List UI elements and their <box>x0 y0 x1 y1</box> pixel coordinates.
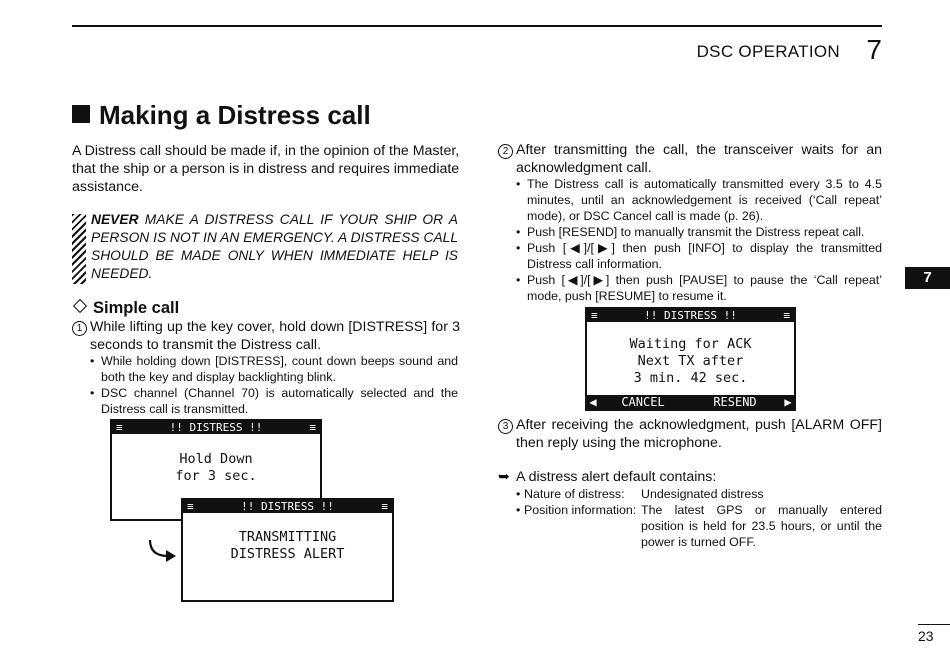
list-item: • The Distress call is automatically transmitted every 3.5 to 4.5 minutes, until an acknowledgement is received (‘Call repeat’ mode), or DSC Cancel call is made (p. 26). <box>516 177 882 223</box>
note-label: Nature of distress: <box>524 487 625 501</box>
intro-paragraph: A Distress call should be made if, in the opinion of the Master, that the ship or a person is in distress and requires immediate assistance. <box>72 143 460 195</box>
note-value: The latest GPS or manually entered position is held for 23.5 hours, or until the power is turned OFF. <box>641 503 882 549</box>
lcd-line: Hold Down <box>179 451 253 467</box>
step-1-bullets <box>90 353 458 417</box>
header-rule <box>72 25 882 27</box>
footer-rule <box>918 624 950 625</box>
step-3-text: After receiving the acknowledgment, push [ALARM OFF] then reply using the microphone. <box>516 417 882 451</box>
note-lead <box>498 468 882 486</box>
left-arrow-icon: ◀ <box>589 395 597 409</box>
lcd-header-bar: ≡ !! DISTRESS !! ≡ <box>587 309 794 322</box>
simple-call-heading <box>72 299 179 318</box>
list-item: • DSC channel (Channel 70) is automatically selected and the Distress call is transmitted. <box>90 386 458 416</box>
step-1 <box>72 318 460 354</box>
lcd-line: TRANSMITTING <box>238 529 337 545</box>
step-2-text: After transmitting the call, the transceiver waits for an acknowledgment call. <box>516 142 882 176</box>
lcd-transmitting <box>181 498 394 602</box>
lcd-softkey-bar <box>587 395 794 409</box>
list-item: • Push [RESEND] to manually transmit the Distress repeat call. <box>516 225 865 239</box>
lcd-line: 3 min. 42 sec. <box>633 370 748 386</box>
lcd-line: Waiting for ACK <box>629 336 752 352</box>
step-2-number: 2 <box>498 141 513 159</box>
lcd-line: for 3 sec. <box>175 468 257 484</box>
warning-box <box>72 211 458 283</box>
step-1-number: 1 <box>72 318 87 336</box>
cancel-softkey: CANCEL <box>621 395 665 409</box>
page-number: 23 <box>918 628 934 644</box>
note-label: Position information: <box>524 503 637 517</box>
note-value: Undesignated distress <box>641 487 764 501</box>
diamond-icon <box>73 299 87 313</box>
pointing-arrow-icon: ➥ <box>498 469 510 485</box>
chapter-side-tab: 7 <box>905 267 950 289</box>
warning-lead: NEVER <box>91 212 139 227</box>
warning-text <box>91 211 458 283</box>
step-2-bullets <box>516 176 882 304</box>
resend-softkey: RESEND <box>713 395 757 409</box>
section-title: DSC OPERATION <box>696 42 840 61</box>
step-3-number: 3 <box>498 416 513 434</box>
list-item: • Position information: The latest GPS or manually entered position is held for 23.5 hours, or until the power is turned OFF. <box>516 503 882 549</box>
lcd-waiting-ack <box>585 307 796 411</box>
warning-body: MAKE A DISTRESS CALL IF YOUR SHIP OR A PERSON IS NOT IN AN EMERGENCY. A DISTRESS CALL SHOULD BE MADE ONLY WHEN IMMEDIATE HELP IS NEEDED. <box>91 212 458 281</box>
list-item: • Nature of distress: Undesignated distress <box>516 487 764 501</box>
warning-hatch-icon <box>72 214 86 284</box>
note-lead-text: A distress alert default contains: <box>516 469 717 485</box>
page-title <box>72 100 371 131</box>
title-text: Making a Distress call <box>99 100 371 130</box>
list-item: • Push [◀]/[▶] then push [INFO] to display the transmitted Distress call information. <box>516 241 882 271</box>
right-arrow-icon: ▶ <box>784 395 792 409</box>
step-2 <box>498 141 882 177</box>
lcd-header-bar: ≡ !! DISTRESS !! ≡ <box>183 500 392 513</box>
step-3 <box>498 416 882 452</box>
lcd-line: Next TX after <box>637 353 744 369</box>
step-1-text: While lifting up the key cover, hold down [DISTRESS] for 3 seconds to transmit the Distress call. <box>90 319 460 353</box>
lcd-line: DISTRESS ALERT <box>230 546 345 562</box>
note-items <box>516 486 882 550</box>
list-item: • While holding down [DISTRESS], count down beeps sound and both the key and display backlighting blink. <box>90 354 458 384</box>
lcd-header-bar: ≡ !! DISTRESS !! ≡ <box>112 421 320 434</box>
curved-arrow-icon <box>146 538 182 564</box>
list-item: • Push [◀]/[▶] then push [PAUSE] to pause the ‘Call repeat’ mode, push [RESUME] to resume it. <box>516 273 882 303</box>
square-bullet-icon <box>72 105 90 123</box>
chapter-number: 7 <box>866 34 882 65</box>
simple-call-heading-text: Simple call <box>93 299 180 317</box>
